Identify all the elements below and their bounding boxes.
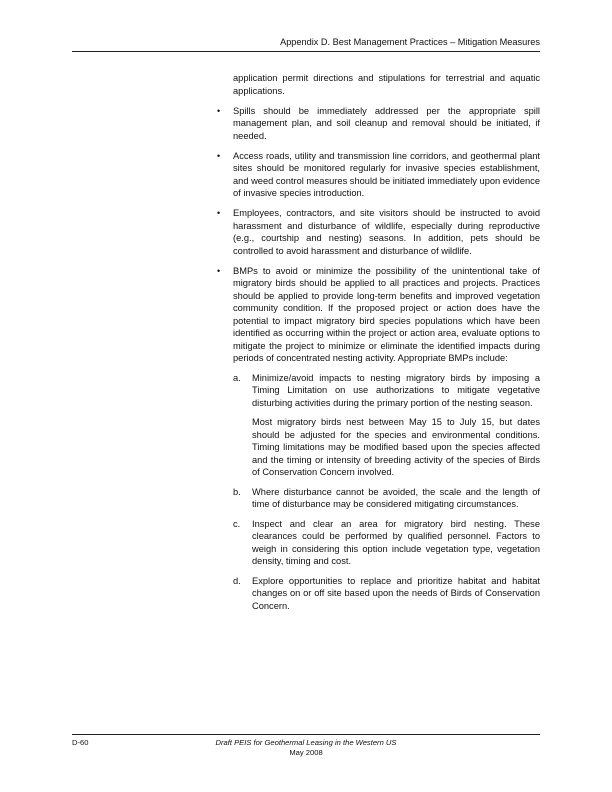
document-date: May 2008 [289, 748, 323, 757]
continuation-paragraph: application permit directions and stipulations for terrestrial and aquatic applications. [233, 73, 540, 96]
bullet-icon: • [217, 208, 221, 218]
subitem-marker: c. [233, 518, 241, 529]
document-title: Draft PEIS for Geothermal Leasing in the Western US [215, 738, 397, 747]
page-number: D-60 [72, 738, 89, 747]
subitem-d [233, 575, 540, 613]
bullet-icon: • [217, 265, 221, 276]
bullet-item [217, 207, 540, 257]
subitem-text: Inspect and clear an area for migratory bird nesting. These clearances could be performed by qualified personnel. Factors to weigh in considering this option include vegetation type, vegetation density, timing and cost. [252, 518, 540, 566]
subitem-marker: b. [233, 486, 241, 497]
header-title: Appendix D. Best Management Practices – Mitigation Measures [280, 37, 540, 47]
subitem-marker: d. [233, 575, 241, 586]
subitem-marker: a. [233, 372, 241, 383]
page-header [72, 37, 540, 52]
bullet-item [217, 265, 540, 365]
subitem-b [233, 486, 540, 511]
bullet-text: Access roads, utility and transmission line corridors, and geothermal plant sites should be monitored regularly for invasive species establishment, and weed control measures should be initiated immediately upon evidence of invasive species introduction. [233, 150, 540, 198]
bullet-icon: • [217, 105, 221, 116]
subitem-text: Explore opportunities to replace and prioritize habitat and habitat changes on or off site based upon the needs of Birds of Conservation Concern. [252, 575, 540, 611]
bullet-item [217, 105, 540, 143]
bullet-text: BMPs to avoid or minimize the possibility of the unintentional take of migratory birds should be applied to all practices and projects. Practices should be applied to provide long-term benefits and improved vegetation community condition. If the proposed project or action does have the potential to impact migratory bird species populations which have been identified as occurring within the project or action area, evaluate options to mitigate the project to minimize or eliminate the identified impacts during periods of concentrated nesting activity. Appropriate BMPs include: [233, 265, 540, 363]
page-content [217, 72, 540, 612]
subitem-a [233, 372, 540, 410]
subitem-text: Minimize/avoid impacts to nesting migratory birds by imposing a Timing Limitation on use authorizations to mitigate vegetative disturbing activities during the primary portion of the nesting season. [252, 372, 540, 408]
bullet-item [217, 150, 540, 200]
page-footer [72, 734, 540, 758]
bullet-text: Employees, contractors, and site visitors should be instructed to avoid harassment and disturbance of wildlife, especially during reproductive (e.g., courtship and nesting) seasons. In addition, pets should be controlled to avoid harassment and disturbance of wildlife. [233, 208, 540, 256]
subitem-c [233, 518, 540, 568]
bullet-icon: • [217, 150, 221, 161]
subitem-a-note: Most migratory birds nest between May 15 to July 15, but dates should be adjusted for the species and environmental conditions. Timing limitations may be modified based upon the species affected and the timing or intensity of breeding activity of the species of Birds of Conservation Concern involved. [252, 417, 540, 477]
subitem-text: Where disturbance cannot be avoided, the scale and the length of time of disturbance may be considered mitigating circumstances. [252, 486, 540, 509]
bullet-text: Spills should be immediately addressed per the appropriate spill management plan, and soil cleanup and removal should be initiated, if needed. [233, 105, 540, 141]
